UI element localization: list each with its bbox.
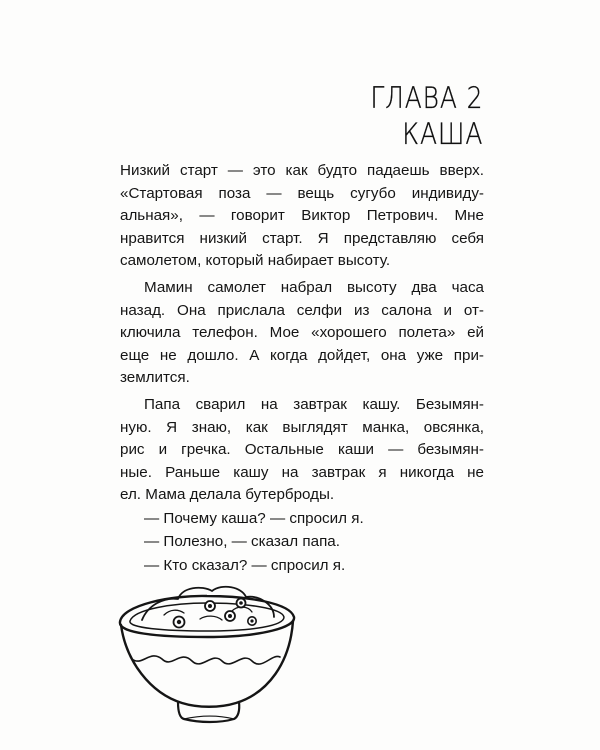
text-line: нравится низкий старт. Я представляю себя — [120, 229, 484, 247]
text-line: ел. Мама делала бутерброды. — [120, 486, 335, 504]
text-line: ключила телефон. Мое «хорошего полета» ей — [120, 324, 484, 342]
paragraph-1 — [120, 160, 484, 273]
text-line: рис и гречка. Остальные каши — безымян- — [120, 441, 484, 459]
chapter-heading — [370, 80, 483, 152]
text-line: ные. Раньше кашу на завтрак я никогда не — [120, 463, 484, 481]
chapter-text — [120, 160, 484, 578]
paragraph-3 — [120, 394, 484, 507]
text-line: землится. — [120, 369, 190, 387]
dialogue-line: — Почему каша? — спросил я. — [144, 509, 364, 527]
text-line: назад. Она прислала селфи из салона и от- — [120, 301, 484, 319]
porridge-bowl-icon — [112, 575, 302, 725]
text-line: Низкий старт — это как будто падаешь вверх. — [120, 162, 484, 179]
text-line: Папа сварил на завтрак кашу. Безымян- — [144, 395, 484, 413]
text-line: Мамин самолет набрал высоту два часа — [144, 278, 484, 296]
dialogue-line: — Полезно, — сказал папа. — [144, 533, 340, 551]
text-line: «Стартовая поза — вещь сугубо индивиду- — [120, 184, 484, 202]
text-line: ную. Я знаю, как выглядят манка, овсянка, — [120, 418, 484, 436]
chapter-title: КАША — [401, 117, 483, 151]
text-line: самолетом, который набирает высоту. — [120, 252, 391, 270]
chapter-number: ГЛАВА 2 — [370, 81, 483, 115]
text-line: еще не дошло. А когда дойдет, она уже при- — [120, 346, 484, 364]
paragraph-2 — [120, 277, 484, 390]
text-line: альная», — говорит Виктор Петрович. Мне — [120, 207, 484, 225]
dialogue-line: — Кто сказал? — спросил я. — [144, 556, 346, 574]
